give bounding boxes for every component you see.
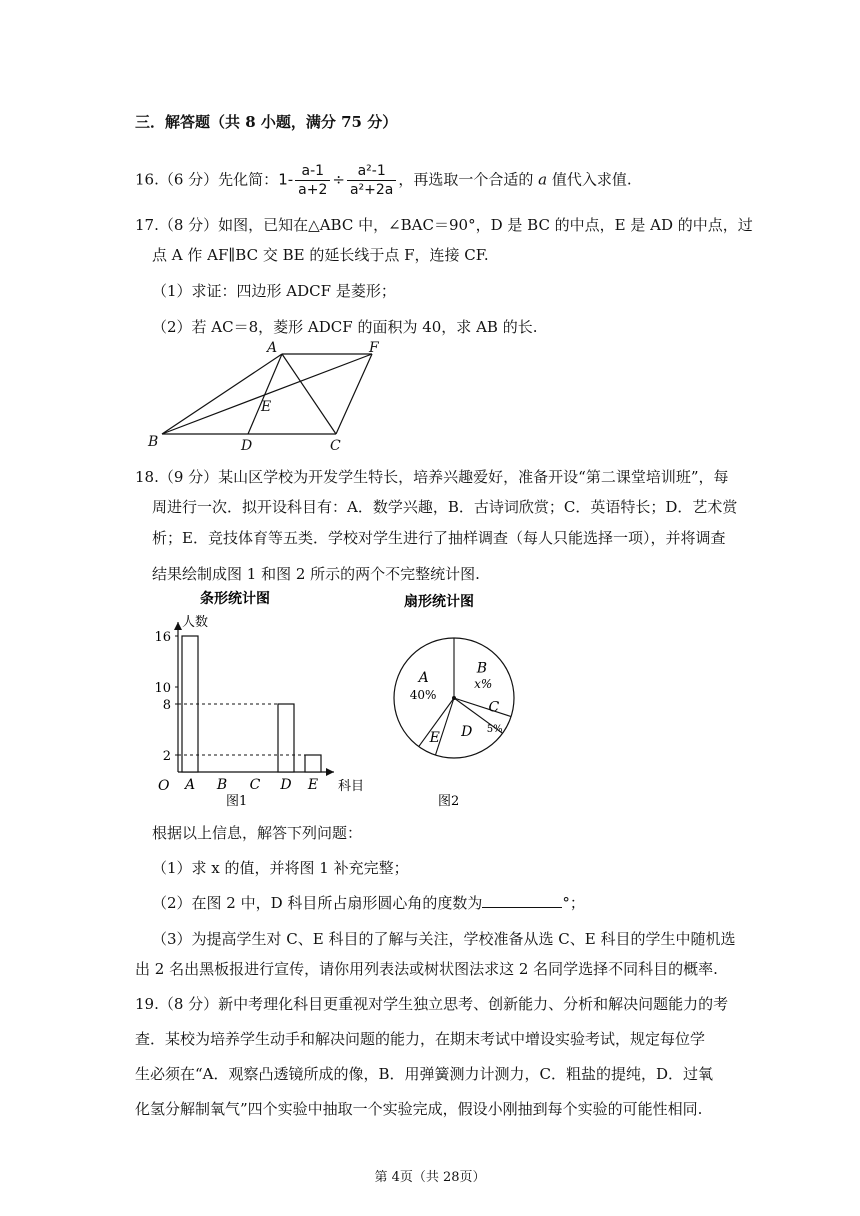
q16-fraction-2	[347, 162, 396, 199]
y-tick-label: 16	[154, 630, 171, 645]
question-19-line1	[135, 993, 728, 1015]
slice-value-b: x%	[474, 677, 493, 692]
q19-points: （8 分）	[158, 995, 219, 1013]
label-a: A	[267, 340, 278, 356]
question-16	[135, 162, 632, 199]
x-tick-label-a: A	[184, 777, 196, 793]
pie-chart-title: 扇形统计图	[404, 594, 474, 610]
bar-e	[305, 755, 321, 772]
slice-label-a: A	[418, 669, 429, 686]
q16-text-c: 值代入求值.	[547, 170, 632, 189]
q16-number: 16.	[135, 170, 159, 189]
q17-number: 17.	[135, 216, 159, 234]
x-tick-label-d: D	[280, 777, 292, 793]
q18-text-line1: 某山区学校为开发学生特长，培养兴趣爱好，准备开设“第二课堂培训班”，每	[218, 468, 729, 486]
label-d: D	[241, 438, 253, 454]
label-c: C	[330, 438, 341, 454]
q18-sub2-degree: °；	[562, 894, 585, 912]
q18-text-line3: 析；E．竞技体育等五类．学校对学生进行了抽样调查（每人只能选择一项），并将调查	[152, 529, 726, 547]
label-b: B	[148, 434, 159, 450]
q18-points: （9 分）	[158, 468, 219, 486]
q16-expr-lead: 1-	[278, 170, 294, 189]
slice-value-c: 5%	[486, 723, 503, 735]
q18-sub2	[152, 892, 585, 914]
q17-points: （8 分）	[158, 216, 219, 234]
q16-frac2-denominator: a²+2a	[349, 182, 394, 198]
bar-chart-origin: O	[158, 778, 170, 794]
q16-points: （6 分）	[158, 170, 219, 189]
x-tick-label-e: E	[307, 777, 319, 793]
q17-text-line1: 如图，已知在△ABC 中，∠BAC＝90°，D 是 BC 的中点，E 是 AD 的中点，过	[218, 216, 753, 234]
q19-text-line4: 化氢分解制氧气”四个实验中抽取一个实验完成，假设小刚抽到每个实验的可能性相同.	[135, 1100, 703, 1118]
pie-chart-caption: 图2	[438, 794, 460, 809]
x-tick-label-c: C	[249, 777, 261, 793]
q18-sub3-line1: （3）为提高学生对 C、E 科目的了解与关注，学校准备从选 C、E 科目的学生中随机选	[152, 930, 736, 948]
x-tick-label-b: B	[216, 777, 228, 793]
slice-label-d: D	[461, 724, 473, 741]
q16-var: a	[538, 170, 548, 189]
bar-chart-xlabel: 科目	[338, 779, 365, 794]
q19-text-line1: 新中考理化科目更重视对学生独立思考、创新能力、分析和解决问题能力的考	[218, 995, 729, 1013]
q18-sub1: （1）求 x 的值，并将图 1 补充完整；	[152, 859, 409, 877]
q16-frac2-numerator: a²-1	[347, 162, 396, 181]
q17-sub1: （1）求证：四边形 ADCF 是菱形；	[152, 282, 396, 300]
y-axis-arrow	[174, 622, 182, 630]
q19-text-line2: 查．某校为培养学生动手和解决问题的能力，在期末考试中增设实验考试，规定每位学	[135, 1030, 706, 1048]
q16-frac1-denominator: a+2	[298, 182, 328, 198]
bar-chart-caption: 图1	[226, 794, 248, 809]
bar-chart-title: 条形统计图	[200, 591, 270, 607]
segment-ac	[282, 354, 336, 434]
q16-fraction-1	[295, 162, 330, 199]
page-footer: 第 4页（共 28页）	[374, 1170, 486, 1185]
x-axis-arrow	[326, 768, 334, 776]
q16-text-a: 先化简：	[218, 170, 279, 189]
pie-center	[452, 696, 456, 700]
slice-value-a: 40%	[409, 687, 437, 702]
q19-text-line3: 生必须在“A．观察凸透镜所成的像，B．用弹簧测力计测力，C．粗盐的提纯，D．过氧	[135, 1065, 714, 1083]
pie-chart-figure-2	[390, 586, 540, 816]
q16-text-b: ，再选取一个合适的	[398, 170, 539, 189]
slice-label-c: C	[488, 699, 500, 716]
y-tick-label: 2	[162, 749, 171, 764]
slice-label-b: B	[476, 660, 487, 677]
segment-bf	[162, 354, 372, 434]
q18-intro: 根据以上信息，解答下列问题：	[152, 824, 363, 842]
question-18-line1	[135, 466, 729, 488]
label-f: F	[369, 340, 379, 356]
q18-number: 18.	[135, 468, 159, 486]
y-tick-label: 8	[162, 698, 171, 713]
q16-frac1-numerator: a-1	[295, 162, 330, 181]
section-heading: 三．解答题（共 8 小题，满分 75 分）	[135, 113, 398, 131]
question-17-line1	[135, 214, 753, 236]
bar-chart-ylabel: 人数	[182, 615, 209, 630]
q18-text-line4: 结果绘制成图 1 和图 2 所示的两个不完整统计图.	[152, 565, 480, 583]
answer-blank	[482, 893, 562, 908]
q18-text-line2: 周进行一次．拟开设科目有：A．数学兴趣，B．古诗词欣赏；C．英语特长；D．艺术赏	[152, 498, 738, 516]
slice-label-e: E	[429, 730, 440, 747]
q17-sub2: （2）若 AC＝8，菱形 ADCF 的面积为 40，求 AB 的长.	[152, 318, 538, 336]
q18-sub2-text: （2）在图 2 中，D 科目所占扇形圆心角的度数为	[152, 894, 483, 912]
q19-number: 19.	[135, 995, 159, 1013]
q17-geometry-figure	[140, 338, 400, 454]
bar-chart-figure-1	[140, 586, 380, 816]
q16-divide: ÷	[332, 170, 345, 189]
segment-ba	[162, 354, 282, 434]
q18-sub3-line2: 出 2 名出黑板报进行宣传，请你用列表法或树状图法求这 2 名同学选择不同科目的概率.	[135, 960, 718, 978]
q17-text-line2: 点 A 作 AF∥BC 交 BE 的延长线于点 F，连接 CF.	[152, 246, 489, 264]
bar-d	[278, 704, 294, 772]
y-tick-label: 10	[154, 681, 171, 696]
label-e: E	[261, 399, 272, 415]
